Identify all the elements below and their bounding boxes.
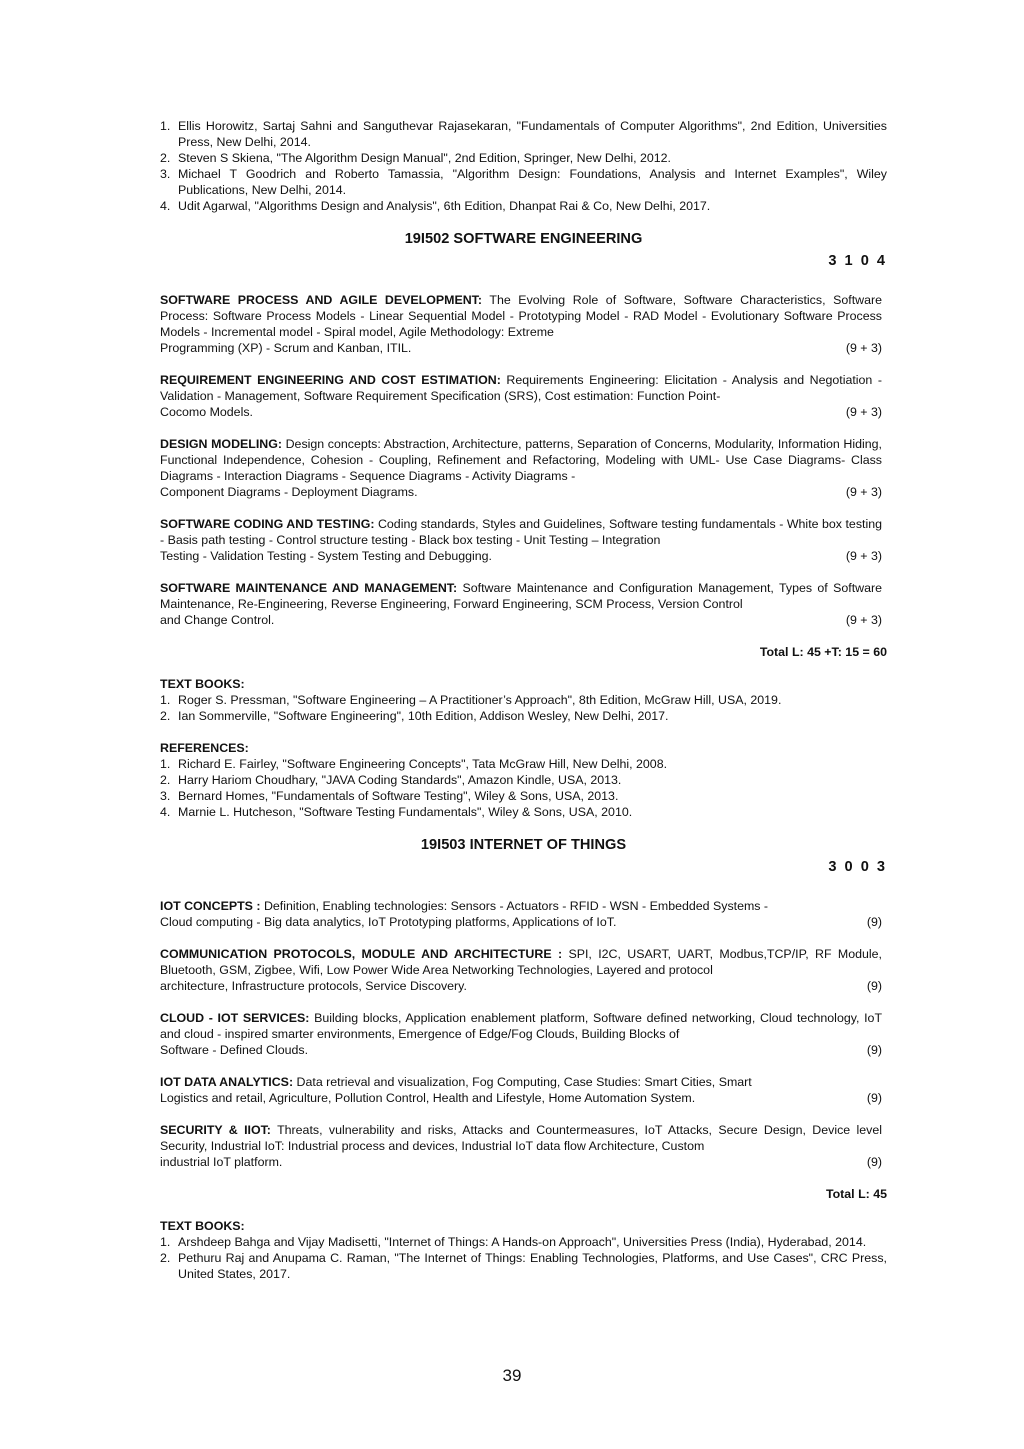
unit-body-last: architecture, Infrastructure protocols, Service Discovery. (160, 979, 467, 993)
total-hours: Total L: 45 (825, 1187, 887, 1201)
course-credits: 3 1 0 4 (828, 253, 887, 269)
unit-heading: DESIGN MODELING: (160, 437, 282, 451)
course-title: 19I502 SOFTWARE ENGINEERING (404, 231, 643, 247)
unit-heading: IOT DATA ANALYTICS: (160, 1075, 294, 1089)
list-item: 2. Harry Hariom Choudhary, "JAVA Coding Standards", Amazon Kindle, USA, 2013. (160, 773, 622, 787)
unit-body: Definition, Enabling technologies: Sensors - Actuators - RFID - WSN - Embedded Systems - (263, 899, 769, 913)
unit-body: Building blocks, Application enablement platform, Software defined networking, Cloud technology, IoT and cloud - inspired smarter environments, Emergence of Edge/Fog Clouds, Building Blocks of (160, 1011, 883, 1041)
previous-references-list (160, 118, 887, 214)
unit-heading: IOT CONCEPTS : (160, 899, 261, 913)
list-item: 2. Steven S Skiena, "The Algorithm Design Manual", 2nd Edition, Springer, New Delhi, 2012. (160, 151, 671, 165)
list-item: 1. Roger S. Pressman, "Software Engineering – A Practitioner’s Approach", 8th Edition, McGraw Hill, USA, 2019. (160, 693, 782, 707)
unit-block (160, 898, 887, 930)
unit-body: Coding standards, Styles and Guidelines, Software testing fundamentals - White box testing - Basis path testing - Control structure testing - Black box testing - Unit Testing – Integration (160, 517, 882, 547)
unit-hours: (9) (866, 915, 882, 929)
unit-heading: SOFTWARE PROCESS AND AGILE DEVELOPMENT: (160, 293, 482, 307)
unit-body-last: Cocomo Models. (160, 405, 253, 419)
unit-block (160, 1122, 887, 1170)
unit-heading: CLOUD - IOT SERVICES: (160, 1011, 310, 1025)
unit-body: Data retrieval and visualization, Fog Computing, Case Studies: Smart Cities, Smart (296, 1075, 752, 1089)
unit-block (160, 436, 887, 500)
total-hours: Total L: 45 +T: 15 = 60 (759, 645, 887, 659)
unit-block (160, 1074, 887, 1106)
page-content (160, 118, 887, 1282)
unit-body: SPI, I2C, USART, UART, Modbus,TCP/IP, RF Module, Bluetooth, GSM, Zigbee, Wifi, Low Power Wide Area Networking Technologies, Layered and protocol (160, 947, 882, 977)
list-item: 4. Udit Agarwal, "Algorithms Design and Analysis", 6th Edition, Dhanpat Rai & Co, New Delhi, 2017. (160, 199, 711, 213)
unit-block (160, 580, 887, 628)
references-heading: REFERENCES: (160, 741, 249, 755)
unit-body: Threats, vulnerability and risks, Attacks and Countermeasures, IoT Attacks, Secure Design, Device level Security, Industrial IoT: Industrial process and devices, Industrial IoT data flow Architecture, Custom (160, 1123, 883, 1153)
unit-body-last: Cloud computing - Big data analytics, IoT Prototyping platforms, Applications of IoT. (160, 915, 617, 929)
unit-body-last: Software - Defined Clouds. (160, 1043, 309, 1057)
unit-heading: SOFTWARE MAINTENANCE AND MANAGEMENT: (160, 581, 458, 595)
list-item: 3. Bernard Homes, "Fundamentals of Software Testing", Wiley & Sons, USA, 2013. (160, 789, 619, 803)
unit-hours: (9 + 3) (845, 485, 882, 499)
unit-body-last: Logistics and retail, Agriculture, Pollution Control, Health and Lifestyle, Home Automation System. (160, 1091, 696, 1105)
unit-body-last: Programming (XP) - Scrum and Kanban, ITIL. (160, 341, 412, 355)
unit-heading: SOFTWARE CODING AND TESTING: (160, 517, 375, 531)
course-credits: 3 0 0 3 (828, 859, 887, 875)
unit-block (160, 292, 887, 356)
unit-block (160, 1010, 887, 1058)
unit-body-last: Testing - Validation Testing - System Testing and Debugging. (160, 549, 492, 563)
list-item: 1. Ellis Horowitz, Sartaj Sahni and Sanguthevar Rajasekaran, "Fundamentals of Computer Algorithms", 2nd Edition, Universities Press, New Delhi, 2014. (160, 119, 887, 149)
unit-heading: COMMUNICATION PROTOCOLS, MODULE AND ARCHITECTURE : (160, 947, 563, 961)
list-item: 4. Marnie L. Hutcheson, "Software Testing Fundamentals", Wiley & Sons, USA, 2010. (160, 805, 633, 819)
unit-block (160, 372, 887, 420)
textbooks-heading: TEXT BOOKS: (160, 1219, 245, 1233)
unit-heading: SECURITY & IIOT: (160, 1123, 271, 1137)
unit-heading: REQUIREMENT ENGINEERING AND COST ESTIMATION: (160, 373, 501, 387)
unit-body: Software Maintenance and Configuration Management, Types of Software Maintenance, Re-Engineering, Reverse Engineering, Forward Engineering, SCM Process, Version Control (160, 581, 882, 611)
unit-body-last: industrial IoT platform. (160, 1155, 283, 1169)
unit-block (160, 516, 887, 564)
unit-hours: (9 + 3) (845, 405, 882, 419)
list-item: 2. Ian Sommerville, "Software Engineering", 10th Edition, Addison Wesley, New Delhi, 2017. (160, 709, 669, 723)
unit-body: Design concepts: Abstraction, Architecture, patterns, Separation of Concerns, Modularity, Information Hiding, Functional Independence, Cohesion - Coupling, Refinement and Refactoring, Modeling with UML- Use Case Diagrams- Class Diagrams - Interaction Diagrams - Sequence Diagrams - Activity Diagrams - (160, 437, 882, 483)
unit-body-last: and Change Control. (160, 613, 275, 627)
textbooks-list (160, 1234, 887, 1282)
list-item: 1. Richard E. Fairley, "Software Engineering Concepts", Tata McGraw Hill, New Delhi, 2008. (160, 757, 668, 771)
page-number: 39 (502, 1366, 522, 1385)
textbooks-list (160, 692, 887, 724)
course-title: 19I503 INTERNET OF THINGS (420, 837, 627, 853)
unit-block (160, 946, 887, 994)
unit-hours: (9 + 3) (845, 341, 882, 355)
unit-body-last: Component Diagrams - Deployment Diagrams. (160, 485, 418, 499)
unit-body: The Evolving Role of Software, Software Characteristics, Software Process: Software Process Models - Linear Sequential Model - Prototyping Model - RAD Model - Evolutionary Software Process Models - Incremental model - Spiral model, Agile Methodology: Extreme (160, 293, 882, 339)
list-item: 2. Pethuru Raj and Anupama C. Raman, "The Internet of Things: Enabling Technologies, Platforms, and Use Cases", CRC Press, United States, 2017. (160, 1251, 887, 1281)
references-list (160, 756, 887, 820)
unit-hours: (9) (866, 1043, 882, 1057)
unit-hours: (9 + 3) (845, 549, 882, 563)
unit-hours: (9) (866, 1155, 882, 1169)
textbooks-heading: TEXT BOOKS: (160, 677, 245, 691)
list-item: 1. Arshdeep Bahga and Vijay Madisetti, "Internet of Things: A Hands-on Approach", Universities Press (India), Hyderabad, 2014. (160, 1235, 867, 1249)
unit-hours: (9) (866, 1091, 882, 1105)
unit-body: Requirements Engineering: Elicitation - Analysis and Negotiation - Validation - Management, Software Requirement Specification (SRS), Cost estimation: Function Point- (160, 373, 882, 403)
unit-hours: (9 + 3) (845, 613, 882, 627)
unit-hours: (9) (866, 979, 882, 993)
list-item: 3. Michael T Goodrich and Roberto Tamassia, "Algorithm Design: Foundations, Analysis and Internet Examples", Wiley Publications, New Delhi, 2014. (160, 167, 887, 197)
